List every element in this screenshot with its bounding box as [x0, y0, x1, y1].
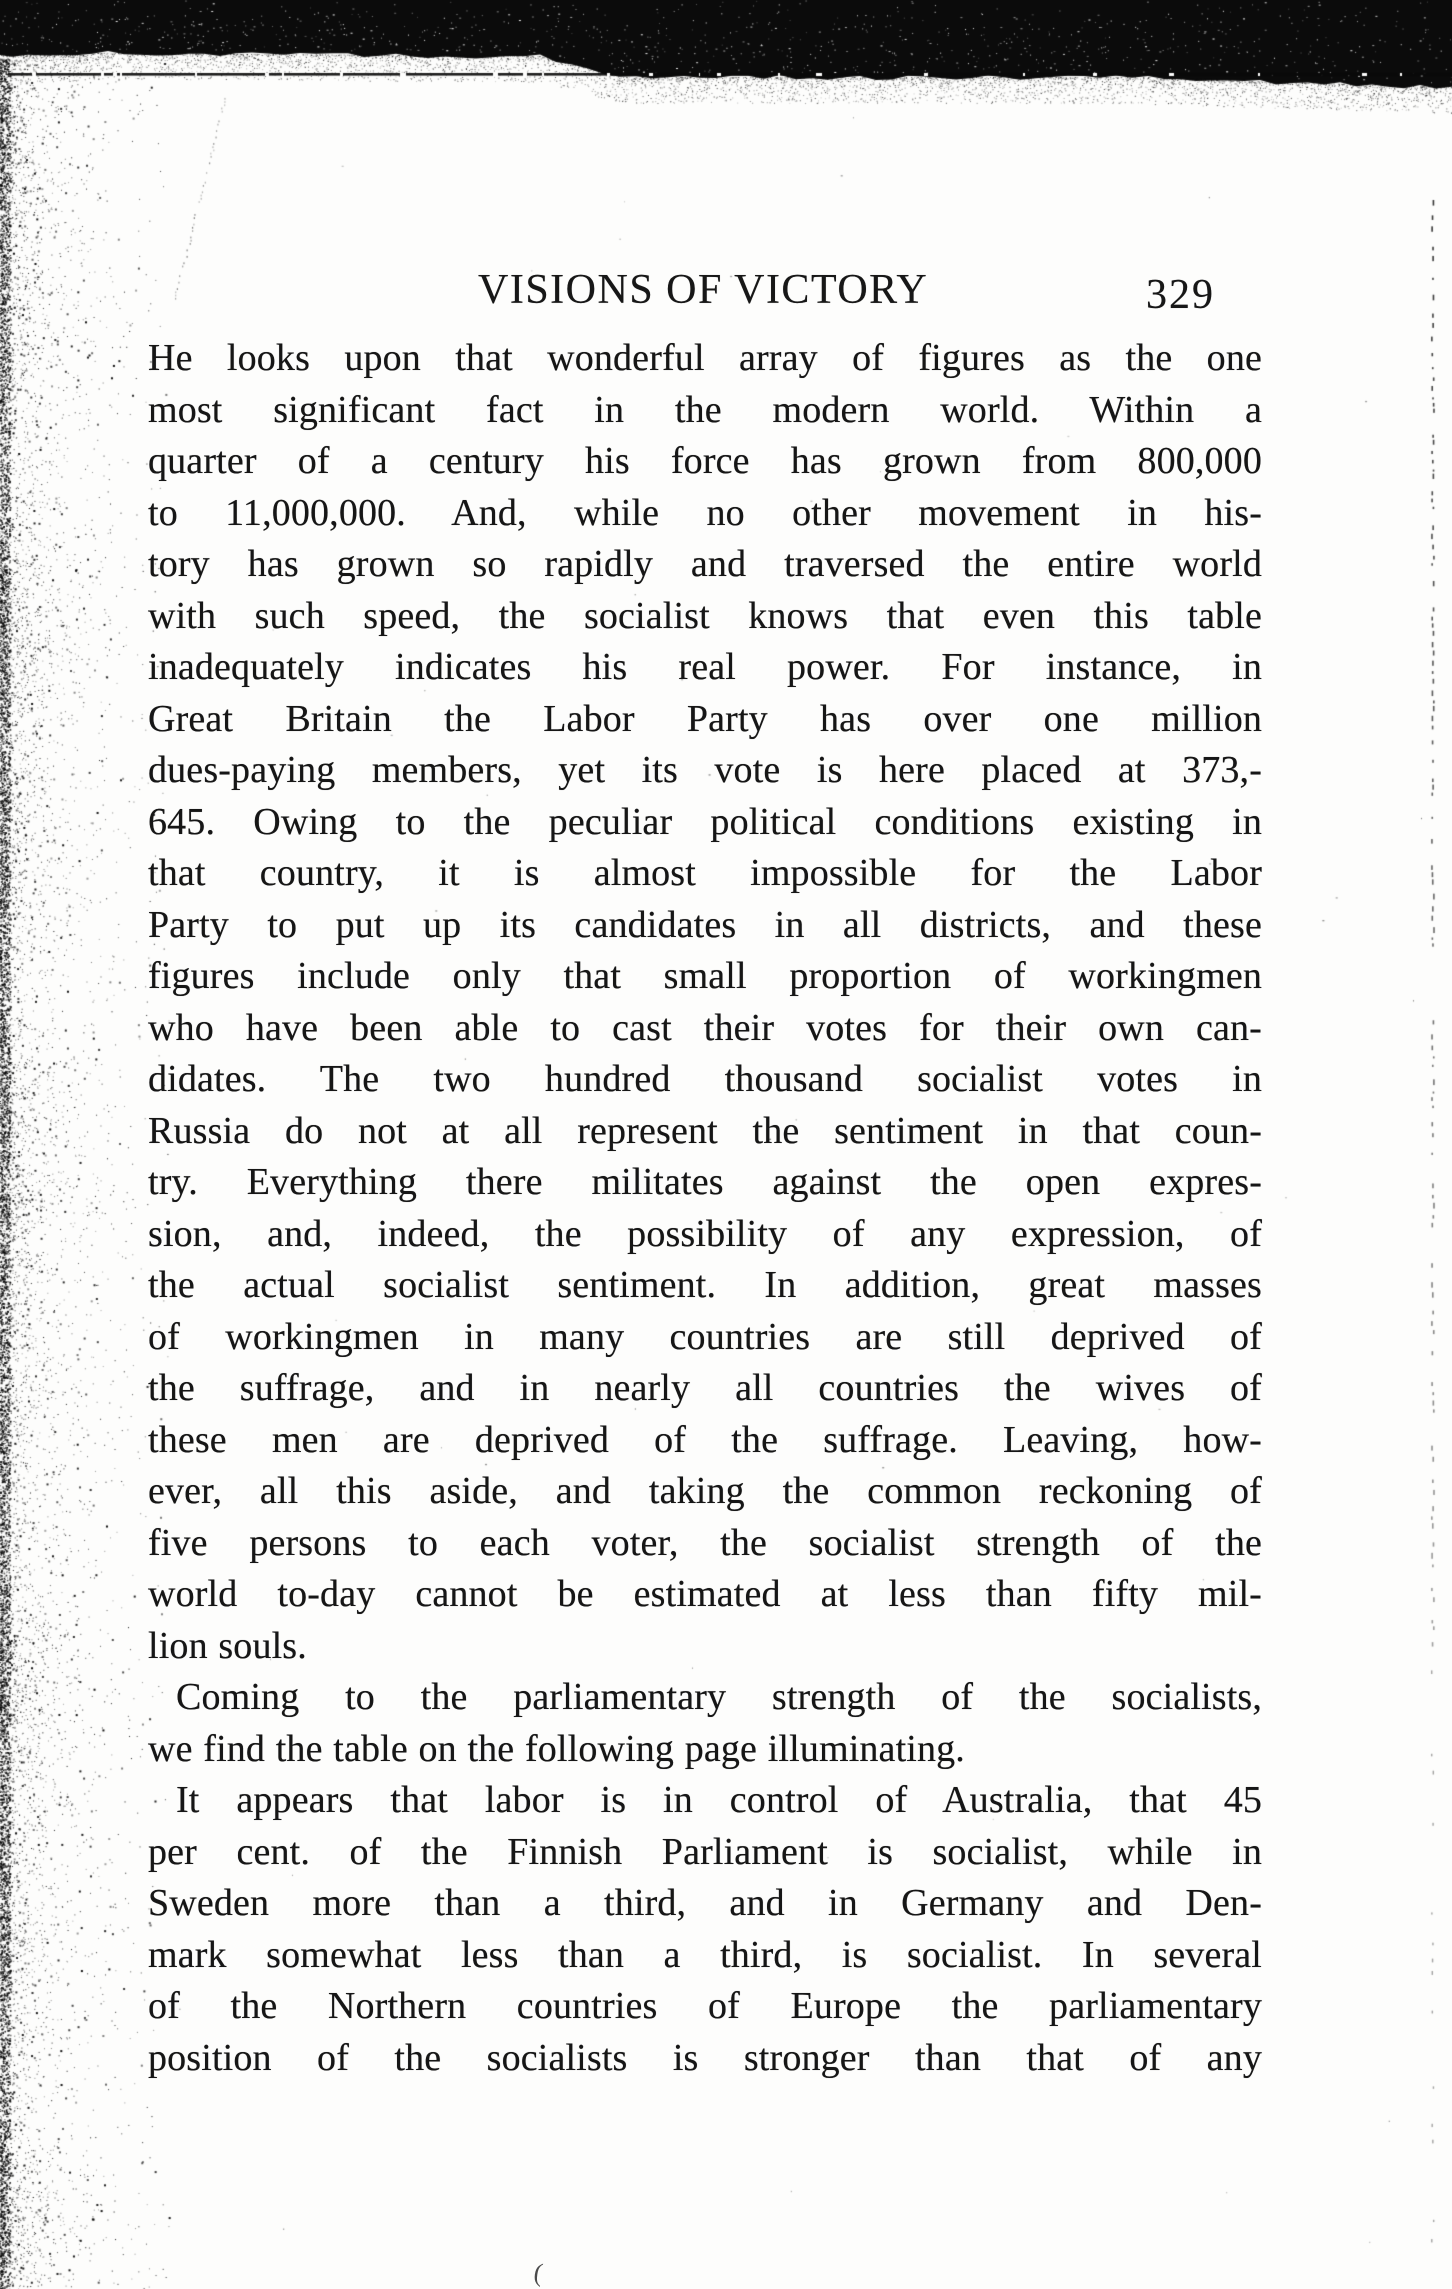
text-line: sion, and, indeed, the possibility of any expression, of — [148, 1212, 1262, 1255]
text-line: dues-paying members, yet its vote is here placed at 373,- — [148, 749, 1262, 791]
text-line: He looks upon that wonderful array of figures as the one — [148, 337, 1262, 379]
text-line: tory has grown so rapidly and traversed the entire world — [148, 543, 1262, 585]
text-line: five persons to each voter, the socialist strength of the — [148, 1521, 1262, 1564]
text-line: Party to put up its candidates in all districts, and these — [148, 903, 1262, 946]
text-line: with such speed, the socialist knows that even this table — [148, 594, 1262, 637]
text-line: Russia do not at all represent the sentiment in that coun- — [148, 1109, 1262, 1152]
text-line: try. Everything there militates against the open expres- — [148, 1161, 1262, 1203]
text-line: lion souls. — [148, 1624, 307, 1667]
stray-scan-mark: ( — [532, 2257, 545, 2288]
text-line: most significant fact in the modern world. Within a — [148, 388, 1262, 431]
text-line: of the Northern countries of Europe the parliamentary — [148, 1985, 1262, 2027]
body-text — [148, 333, 1262, 2084]
text-line: Sweden more than a third, and in Germany and Den- — [148, 1882, 1262, 1924]
running-head-title: VISIONS OF VICTORY — [478, 267, 929, 313]
text-line: didates. The two hundred thousand socialist votes in — [148, 1058, 1262, 1100]
text-line: to 11,000,000. And, while no other movement in his- — [148, 491, 1262, 534]
text-line: the actual socialist sentiment. In addition, great masses — [148, 1264, 1262, 1306]
text-line: per cent. of the Finnish Parliament is socialist, while in — [148, 1830, 1262, 1873]
text-line: quarter of a century his force has grown from 800,000 — [148, 440, 1262, 482]
text-line: that country, it is almost impossible for the Labor — [148, 852, 1262, 894]
text-line: position of the socialists is stronger than that of any — [148, 2036, 1262, 2079]
text-line: Great Britain the Labor Party has over one million — [148, 697, 1262, 740]
text-line: figures include only that small proportion of workingmen — [148, 955, 1262, 997]
text-line: inadequately indicates his real power. For instance, in — [148, 646, 1262, 688]
text-line: It appears that labor is in control of Australia, that 45 — [176, 1779, 1262, 1821]
text-line: 645. Owing to the peculiar political conditions existing in — [148, 800, 1262, 843]
page-number: 329 — [1146, 272, 1215, 318]
text-line: world to-day cannot be estimated at less than fifty mil- — [148, 1573, 1262, 1615]
text-line: ever, all this aside, and taking the common reckoning of — [148, 1470, 1262, 1512]
text-line: of workingmen in many countries are still deprived of — [148, 1315, 1262, 1358]
text-line: these men are deprived of the suffrage. Leaving, how- — [148, 1418, 1262, 1461]
text-line: mark somewhat less than a third, is socialist. In several — [148, 1933, 1262, 1976]
text-line: the suffrage, and in nearly all countries the wives of — [148, 1367, 1262, 1409]
text-line: Coming to the parliamentary strength of the socialists, — [176, 1676, 1262, 1718]
text-line: who have been able to cast their votes for their own can- — [148, 1006, 1262, 1049]
text-line: we find the table on the following page illuminating. — [148, 1727, 965, 1770]
